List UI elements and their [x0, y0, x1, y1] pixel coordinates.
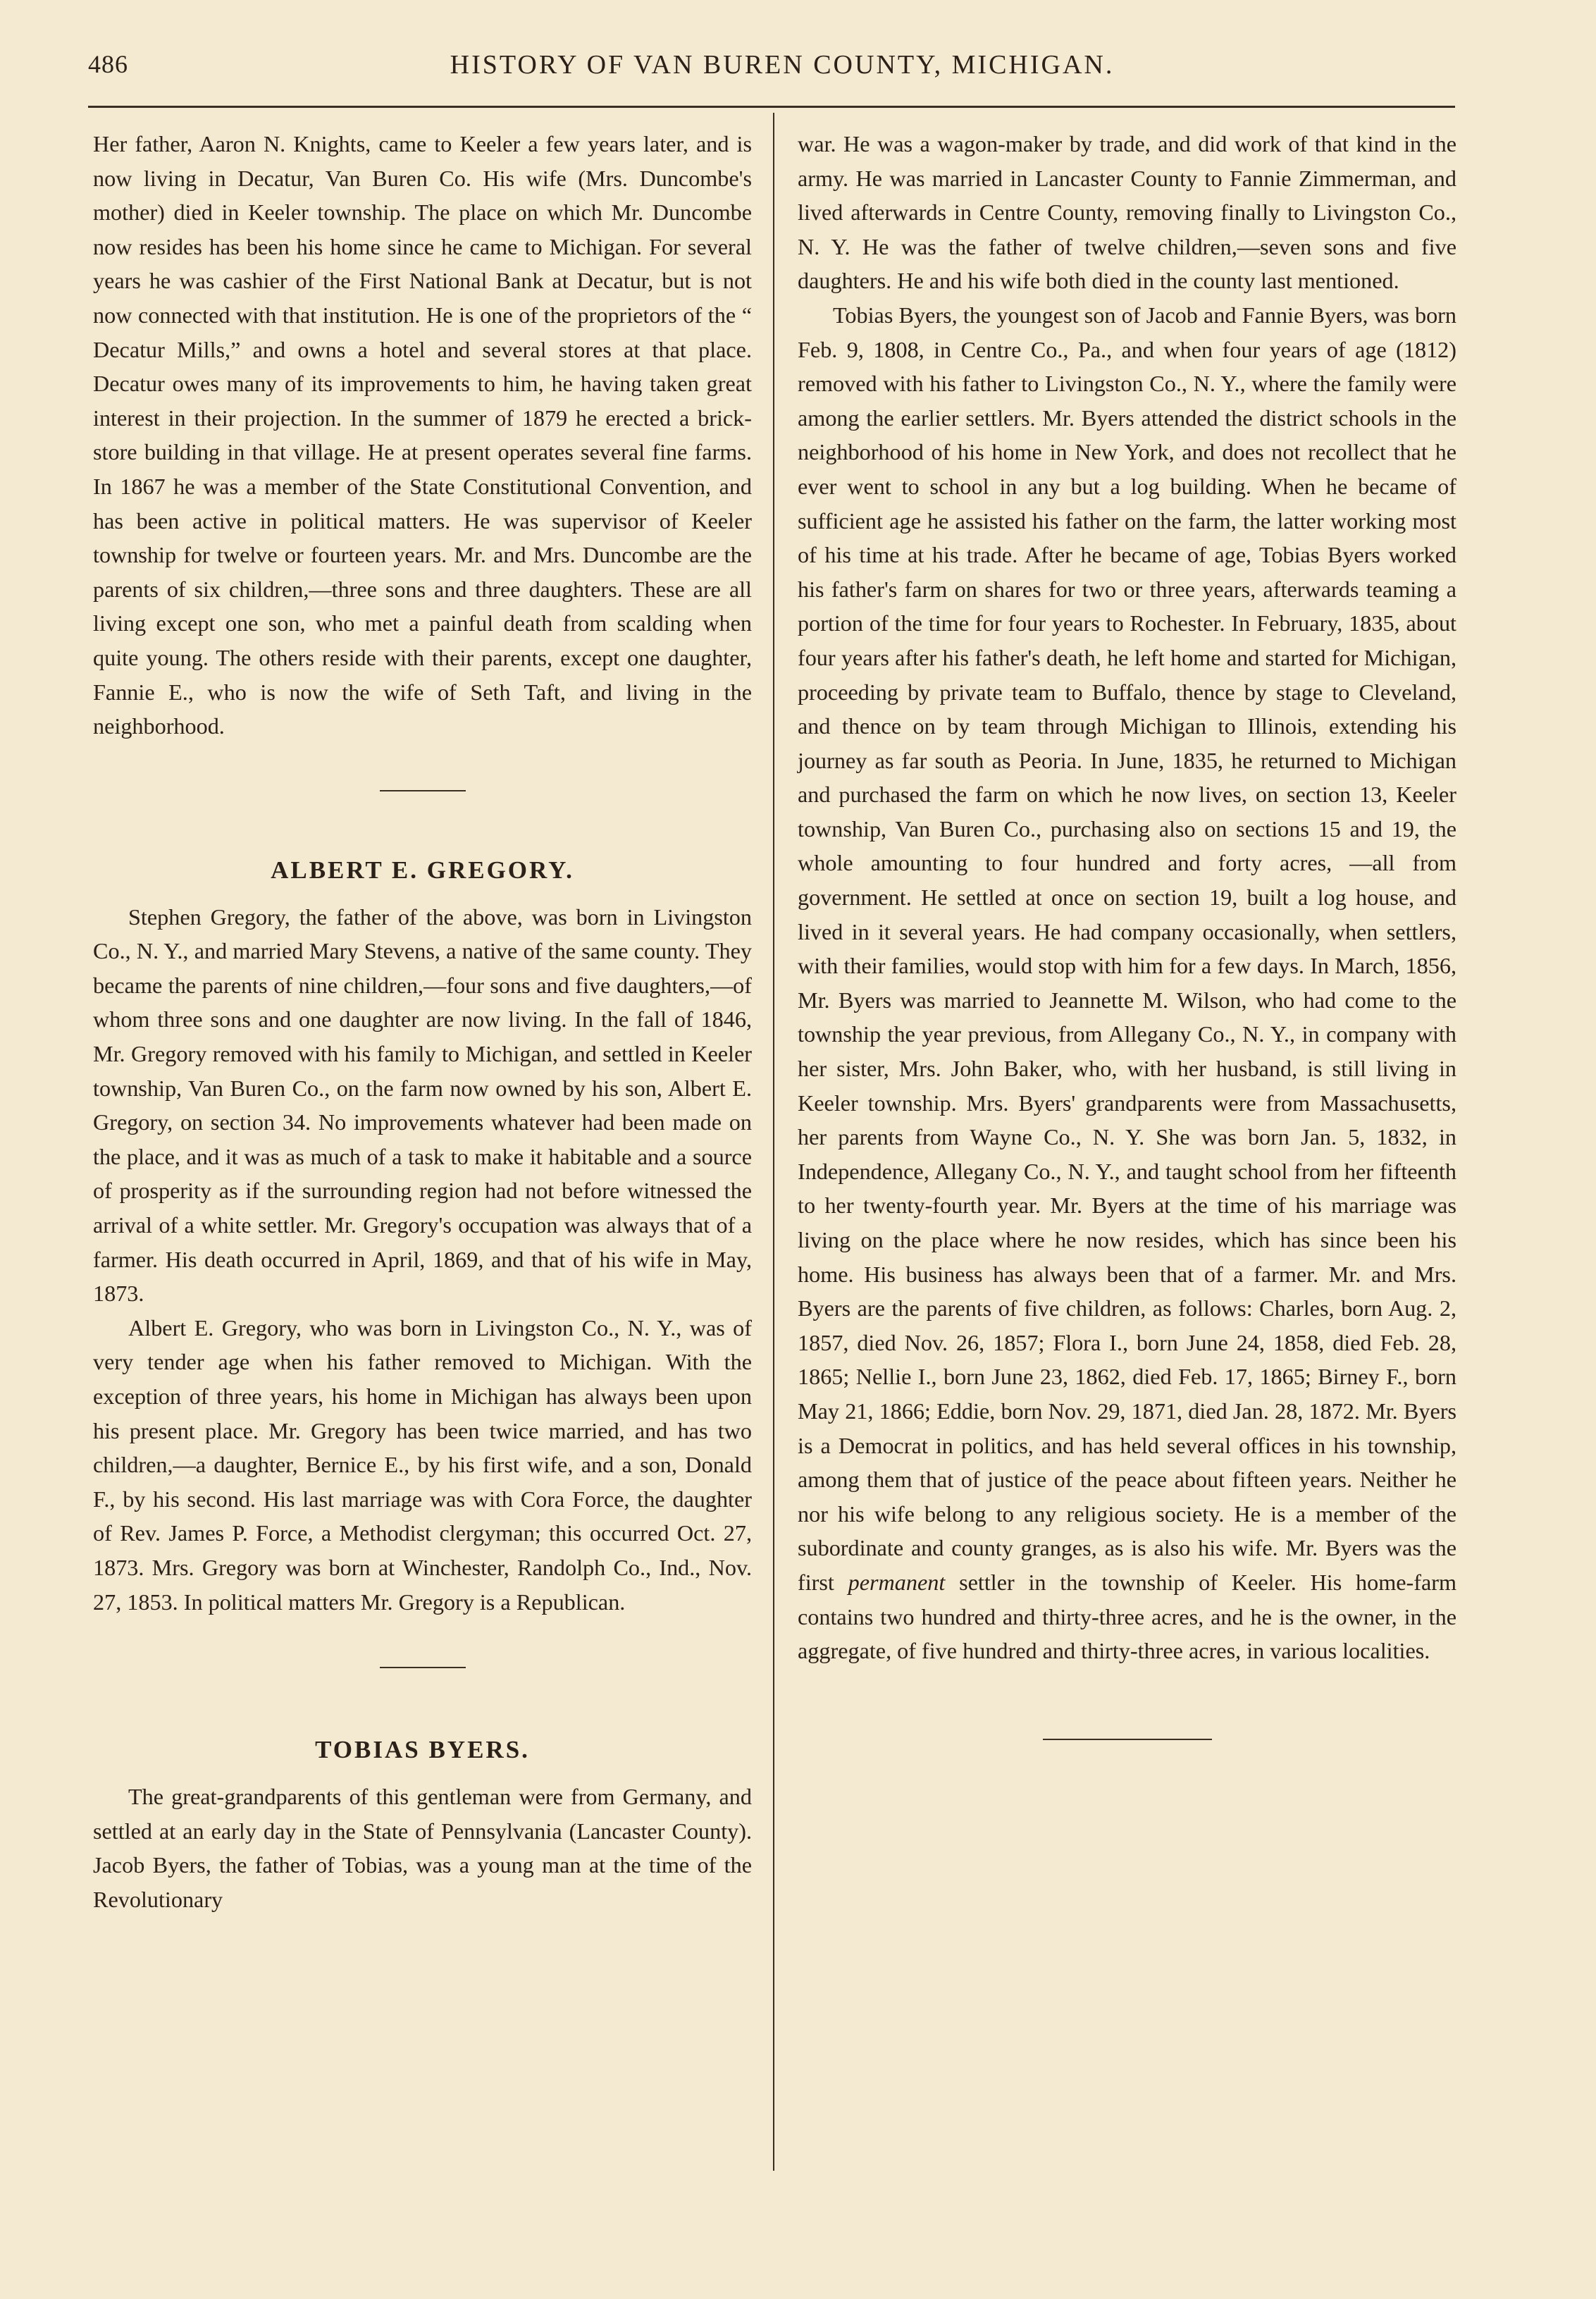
running-title: HISTORY OF VAN BUREN COUNTY, MICHIGAN. — [450, 50, 1115, 80]
left-column — [93, 127, 752, 1917]
byers-paragraph-1: The great-grandparents of this gentleman were from Germany, and settled at an early day in the State of Pennsylvania (Lancaster County). Jacob Byers, the father of Tobias, was a young man at the time of the Revolutionary — [93, 1784, 752, 1912]
duncombe-continued-paragraph: Her father, Aaron N. Knights, came to Keeler a few years later, and is now living in Decatur, Van Buren Co. His wife (Mrs. Duncombe's mother) died in Keeler township. The place on which Mr. Duncombe now resides has been his home since he came to Michigan. For several years he was cashier of the First National Bank at Decatur, but is not now connected with that institution. He is one of the proprietors of the “ Decatur Mills,” and owns a hotel and several stores at that place. Decatur owes many of its improvements to him, he having taken great interest in their projection. In the summer of 1879 he erected a brick-store building in that village. He at present operates several fine farms. In 1867 he was a member of the State Constitutional Convention, and has been active in political matters. He was supervisor of Keeler township for twelve or fourteen years. Mr. and Mrs. Duncombe are the parents of six children,—three sons and three daughters. These are all living except one son, who met a painful death from scalding when quite young. The others reside with their parents, except one daughter, Fannie E., who is now the wife of Seth Taft, and living in the neighborhood. — [93, 131, 752, 739]
byers-paragraph-2 — [798, 298, 1456, 1668]
page-header — [0, 44, 1596, 86]
heading-albert-gregory: ALBERT E. GREGORY. — [271, 856, 574, 884]
byers-paragraph-continued: war. He was a wagon-maker by trade, and did work of that kind in the army. He was married in Lancaster County to Fannie Zimmerman, and lived afterwards in Centre County, removing finally to Livingston Co., N. Y. He was the father of twelve children,—seven sons and five daughters. He and his wife both died in the county last mentioned. — [798, 131, 1456, 294]
section-separator — [1043, 1739, 1212, 1740]
gregory-paragraph-2: Albert E. Gregory, who was born in Livingston Co., N. Y., was of very tender age when his father removed to Michigan. With the exception of three years, his home in Michigan has always been upon his present place. Mr. Gregory has been twice married, and has two children,—a daughter, Bernice E., by his first wife, and a son, Donald F., by his second. His last marriage was with Cora Force, the daughter of Rev. James P. Force, a Methodist clergyman; this occurred Oct. 27, 1873. Mrs. Gregory was born at Winchester, Randolph Co., Ind., Nov. 27, 1853. In political matters Mr. Gregory is a Republican. — [93, 1314, 752, 1615]
header-rule — [88, 106, 1455, 108]
byers-paragraph-2-text: Tobias Byers, the youngest son of Jacob and Fannie Byers, was born Feb. 9, 1808, in Centre Co., Pa., and when four years of age (1812) removed with his father to Livingston Co., N. Y., where the family were among the earlier settlers. Mr. Byers attended the district schools in the neighborhood of his home in New York, and does not recollect that he ever went to school in any but a log building. When he became of sufficient age he assisted his father on the farm, the latter working most of his time at his trade. After he became of age, Tobias Byers worked his father's farm on shares for two or three years, afterwards teaming a portion of the time for four years to Rochester. In February, 1835, about four years after his father's death, he left home and started for Michigan, proceeding by private team to Buffalo, thence by stage to Cleveland, and thence on by team through Michigan to Illinois, extending his journey as far south as Peoria. In June, 1835, he returned to Michigan and purchased the farm on which he now lives, on section 13, Keeler township, Van Buren Co., purchasing also on sections 15 and 19, the whole amounting to four hundred and forty acres, —all from government. He settled at once on section 19, built a log house, and lived in it several years. He had company occasionally, when settlers, with their families, would stop with him for a few days. In March, 1856, Mr. Byers was married to Jeannette M. Wilson, who had come to the township the year previous, from Allegany Co., N. Y., in company with her sister, Mrs. John Baker, who, with her husband, is still living in Keeler township. Mrs. Byers' grandparents were from Massachusetts, her parents from Wayne Co., N. Y. She was born Jan. 5, 1832, in Independence, Allegany Co., N. Y., and taught school from her fifteenth to her twenty-fourth year. Mr. Byers at the time of his marriage was living on the place where he now resides, which has since been his home. His business has always been that of a farmer. Mr. and Mrs. Byers are the parents of five children, as follows: Charles, born Aug. 2, 1857, died Nov. 26, 1857; Flora I., born June 24, 1858, died Feb. 28, 1865; Nellie I., born June 23, 1862, died Feb. 17, 1865; Birney F., born May 21, 1866; Eddie, born Nov. 29, 1871, died Jan. 28, 1872. Mr. Byers is a Democrat in politics, and has held several offices in his township, among them that of justice of the peace about fifteen years. Neither he nor his wife belong to any religious society. He is a member of the subordinate and county granges, as is also his wife. Mr. Byers was the first — [798, 302, 1456, 1595]
column-divider — [773, 113, 774, 2171]
heading-tobias-byers: TOBIAS BYERS. — [315, 1736, 530, 1764]
page-number: 486 — [88, 50, 128, 78]
gregory-paragraph-1: Stephen Gregory, the father of the above, was born in Livingston Co., N. Y., and married Mary Stevens, a native of the same county. They became the parents of nine children,—four sons and five daughters,—of whom three sons and one daughter are now living. In the fall of 1846, Mr. Gregory removed with his family to Michigan, and settled in Keeler township, Van Buren Co., on the farm now owned by his son, Albert E. Gregory, on section 34. No improvements whatever had been made on the place, and it was as much of a task to make it habitable and a source of prosperity as if the surrounding region had not before witnessed the arrival of a white settler. Mr. Gregory's occupation was always that of a farmer. His death occurred in April, 1869, and that of his wife in May, 1873. — [93, 904, 752, 1307]
right-column — [798, 127, 1456, 1740]
byers-paragraph-2-end: settler in the township of Keeler. His home-farm contains two hundred and thirty-three acres, and he is the owner, in the aggregate, of five hundred and thirty-three acres, in various localities. — [798, 1569, 1456, 1664]
emphasis-permanent: permanent — [848, 1569, 946, 1595]
